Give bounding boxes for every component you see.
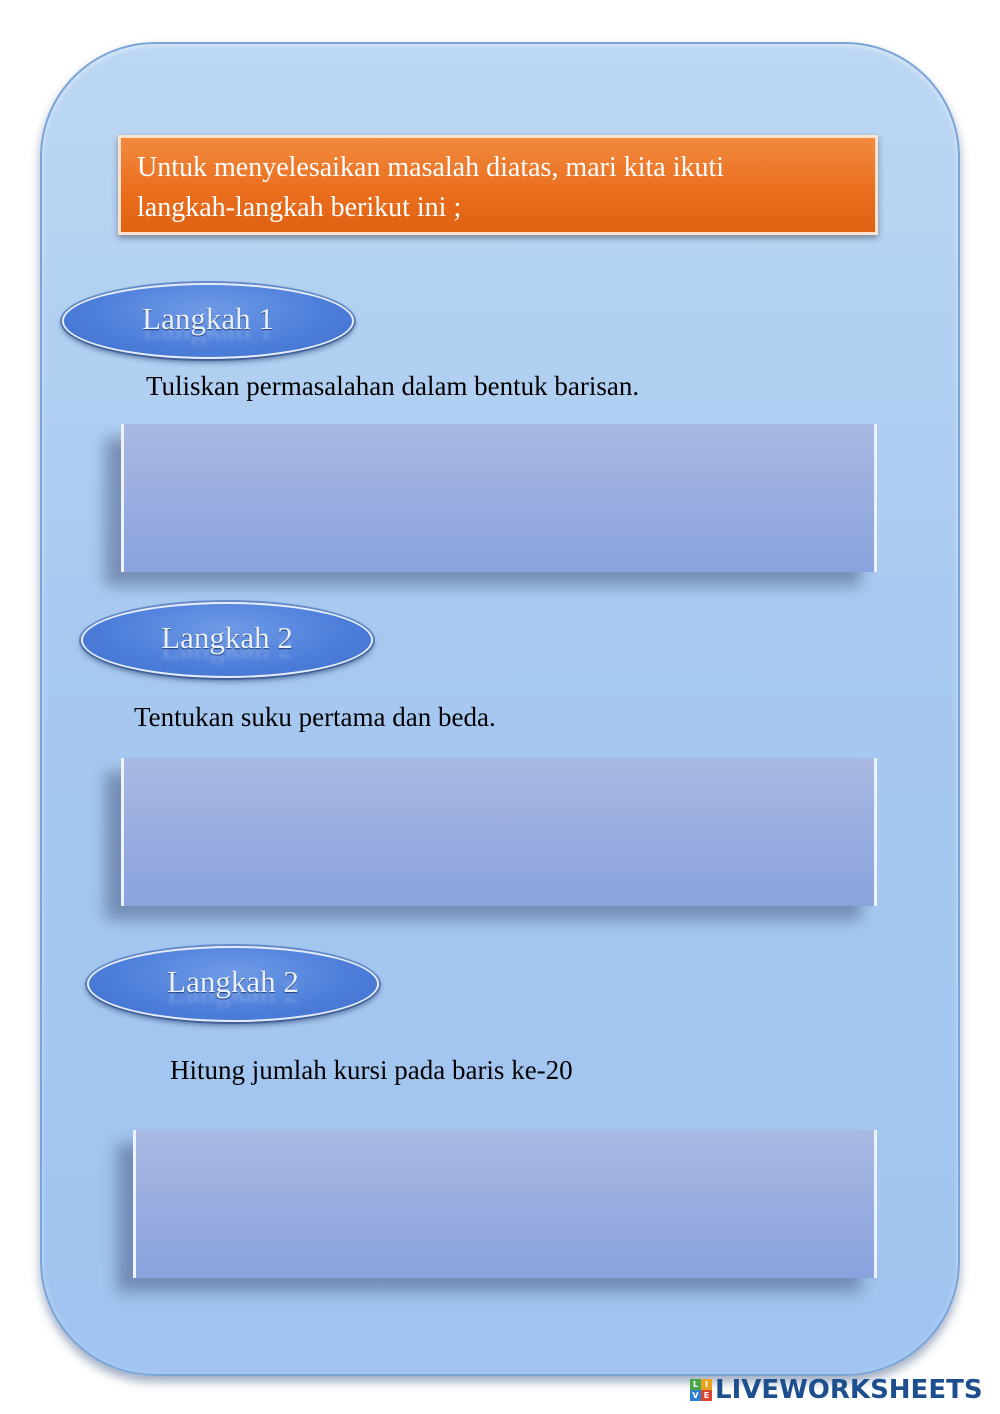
step-2-answer-field[interactable] [121,758,877,906]
step-3-answer-field[interactable] [133,1130,877,1278]
intro-text-line-1: Untuk menyelesaikan masalah diatas, mari kita ikuti [137,152,725,183]
liveworksheets-wordmark: LIVEWORKSHEETS [715,1375,983,1405]
step-1-badge [62,283,354,359]
step-3-badge [87,946,379,1022]
intro-banner [118,135,878,235]
step-3-label: Langkah 2 [167,964,299,999]
liveworksheets-mark-icon: L I V E [690,1379,712,1401]
liveworksheets-logo [690,1374,983,1406]
step-3-instruction: Hitung jumlah kursi pada baris ke-20 [170,1055,573,1085]
step-1-label: Langkah 1 [142,301,274,336]
step-2-instruction: Tentukan suku pertama dan beda. [134,702,496,732]
intro-text-line-2: langkah-langkah berikut ini ; [137,192,462,223]
step-2-label: Langkah 2 [161,620,293,655]
step-1-instruction: Tuliskan permasalahan dalam bentuk barisan. [146,371,640,401]
step-1-answer-field[interactable] [121,424,877,572]
step-2-badge [81,602,373,678]
